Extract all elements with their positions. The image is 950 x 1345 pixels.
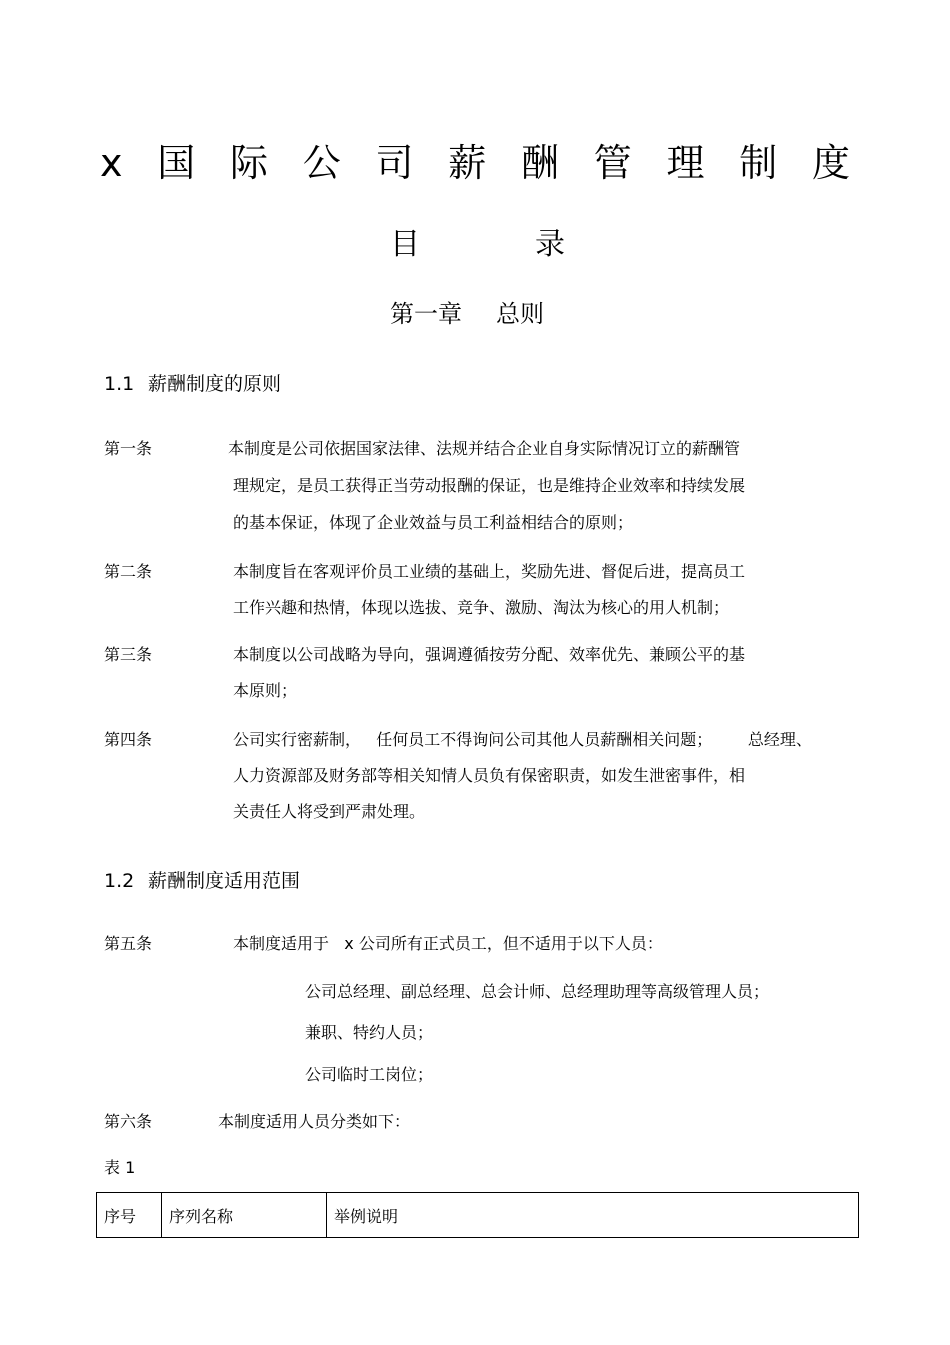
title-char: 际 bbox=[229, 141, 268, 185]
title-char: 理 bbox=[666, 141, 705, 185]
article-label: 第四条 bbox=[104, 730, 153, 749]
article-line: 的基本保证，体现了企业效益与员工利益相结合的原则； bbox=[233, 513, 634, 532]
article-line: 工作兴趣和热情，体现以选拔、竞争、激励、淘汰为核心的用人机制； bbox=[233, 598, 730, 617]
section-title: 薪酬制度的原则 bbox=[148, 373, 282, 395]
section-heading bbox=[104, 867, 300, 895]
article-label: 第二条 bbox=[104, 562, 153, 581]
title-char: 酬 bbox=[520, 141, 559, 185]
title-char: 管 bbox=[593, 141, 632, 185]
section-number: 1.2 bbox=[104, 870, 135, 892]
article-line: 本制度旨在客观评价员工业绩的基础上，奖励先进、督促后进，提高员工 bbox=[233, 562, 746, 581]
exclusion-item: 公司临时工岗位； bbox=[305, 1065, 434, 1084]
toc-char: 目 bbox=[390, 227, 420, 262]
article-label: 第一条 bbox=[104, 439, 153, 458]
title-char: 薪 bbox=[448, 141, 487, 185]
article-line: 公司实行密薪制， 任何员工不得询问公司其他人员薪酬相关问题； 总经理、 bbox=[233, 730, 812, 749]
title-char: 公 bbox=[302, 141, 341, 185]
article-label: 第五条 bbox=[104, 934, 153, 953]
toc-heading bbox=[390, 225, 565, 265]
title-char: 度 bbox=[811, 141, 850, 185]
document-title bbox=[100, 138, 850, 188]
article-line: 关责任人将受到严肃处理。 bbox=[233, 802, 426, 821]
article-line: 理规定，是员工获得正当劳动报酬的保证，也是维持企业效率和持续发展 bbox=[233, 476, 746, 495]
article-line: 本制度适用人员分类如下： bbox=[218, 1112, 411, 1131]
toc-char: 录 bbox=[535, 227, 565, 262]
chapter-number: 第一章 bbox=[390, 300, 462, 328]
title-char: 国 bbox=[157, 141, 196, 185]
article-line: 本制度以公司战略为导向，强调遵循按劳分配、效率优先、兼顾公平的基 bbox=[233, 645, 746, 664]
table-caption: 表 1 bbox=[104, 1158, 136, 1177]
table-header-cell: 序列名称 bbox=[162, 1193, 327, 1238]
article-line: 人力资源部及财务部等相关知情人员负有保密职责，如发生泄密事件，相 bbox=[233, 766, 746, 785]
title-char: x bbox=[100, 141, 123, 185]
exclusion-item: 兼职、特约人员； bbox=[305, 1023, 434, 1042]
table-header-row bbox=[97, 1193, 859, 1238]
article-label: 第六条 bbox=[104, 1112, 153, 1131]
article-line: 本制度是公司依据国家法律、法规并结合企业自身实际情况订立的薪酬管 bbox=[228, 439, 741, 458]
chapter-name: 总则 bbox=[496, 300, 544, 328]
section-title: 薪酬制度适用范围 bbox=[148, 870, 301, 892]
title-char: 制 bbox=[739, 141, 778, 185]
title-char: 司 bbox=[375, 141, 414, 185]
chapter-heading bbox=[390, 297, 544, 331]
section-heading bbox=[104, 370, 281, 398]
article-label: 第三条 bbox=[104, 645, 153, 664]
table-header-cell: 序号 bbox=[97, 1193, 162, 1238]
article-line: 本原则； bbox=[233, 681, 298, 700]
section-number: 1.1 bbox=[104, 373, 135, 395]
personnel-table bbox=[96, 1192, 859, 1238]
table-header-cell: 举例说明 bbox=[327, 1193, 859, 1238]
article-line: 本制度适用于 x 公司所有正式员工，但不适用于以下人员： bbox=[233, 934, 663, 953]
exclusion-item: 公司总经理、副总经理、总会计师、总经理助理等高级管理人员； bbox=[305, 982, 770, 1001]
